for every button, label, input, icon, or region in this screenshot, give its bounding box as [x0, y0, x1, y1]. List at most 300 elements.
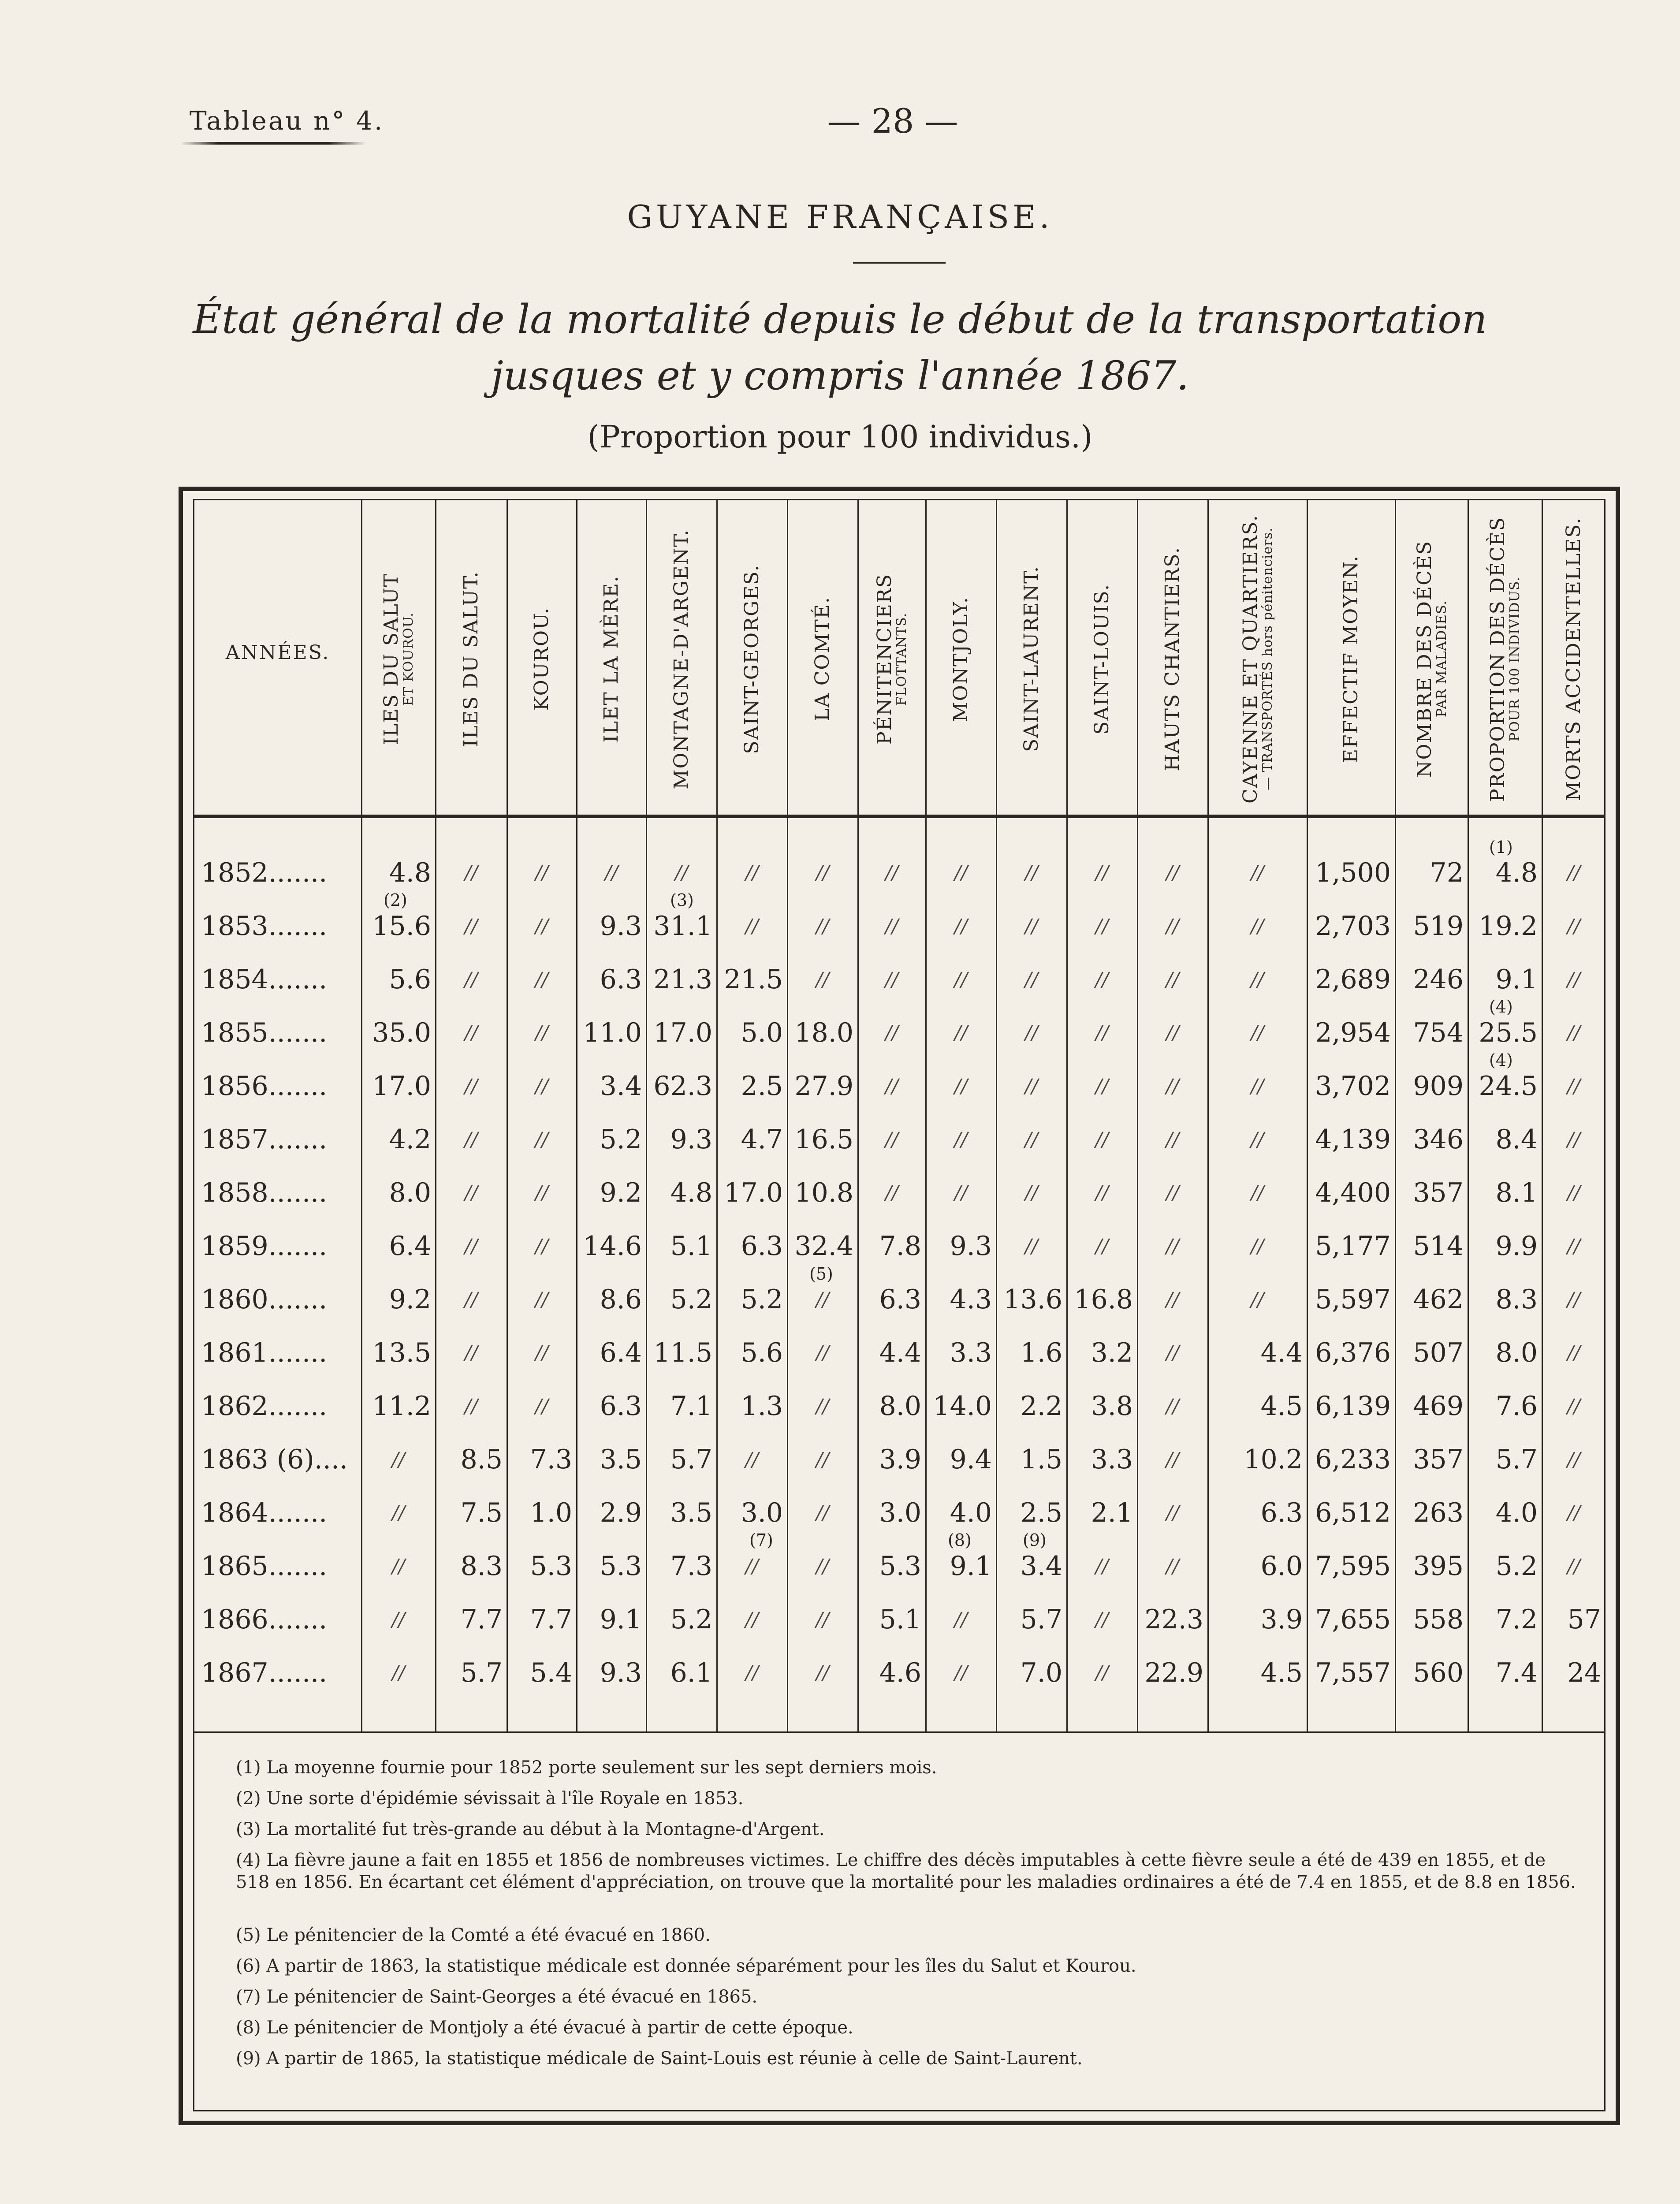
table-cell: 3.4 — [1020, 1551, 1062, 1582]
table-cell: 31.1 — [653, 911, 712, 942]
table-row — [193, 1437, 1605, 1482]
table-cell: // — [1166, 1235, 1179, 1258]
table-cell: // — [1567, 1288, 1580, 1311]
table-cell: // — [1567, 1235, 1580, 1258]
table-cell: 8.1 — [1495, 1177, 1538, 1208]
table-cell: 2.5 — [1020, 1497, 1062, 1528]
year-cell: 1861....... — [201, 1337, 328, 1368]
subtitle-line-2: jusques et y compris l'année 1867. — [491, 353, 1189, 399]
footnote-marker: (3) — [670, 890, 694, 910]
table-cell: 22.3 — [1144, 1604, 1203, 1635]
table-cell: 6.3 — [741, 1231, 783, 1262]
table-cell: // — [1095, 1661, 1109, 1684]
table-cell: 3.8 — [1091, 1391, 1133, 1422]
column-header — [926, 511, 996, 807]
table-cell: // — [816, 861, 829, 884]
column-header — [717, 511, 787, 807]
column-header-sublabel: ET KOUROU. — [401, 612, 417, 706]
footnote: (9) A partir de 1865, la statistique médicale de Saint-Louis est réunie à celle de Saint-Laurent. — [236, 2048, 1083, 2069]
table-cell: // — [465, 915, 478, 938]
year-cell: 1866....... — [201, 1604, 328, 1635]
table-cell: 15.6 — [372, 911, 431, 942]
table-row — [193, 1331, 1605, 1375]
table-cell: 5.3 — [530, 1551, 572, 1582]
table-cell: 5.7 — [670, 1444, 712, 1475]
table-cell: // — [816, 1341, 829, 1364]
year-cell: 1864....... — [201, 1497, 328, 1528]
table-cell: 16.5 — [794, 1124, 853, 1155]
table-cell: // — [745, 1555, 759, 1578]
table-cell: 3.3 — [950, 1337, 992, 1368]
table-cell: 17.0 — [653, 1017, 712, 1048]
table-cell: 519 — [1413, 911, 1464, 942]
table-cell: // — [885, 1181, 898, 1204]
table-cell: // — [535, 1128, 548, 1151]
table-cell: // — [1095, 1235, 1109, 1258]
table-cell: // — [1166, 1181, 1179, 1204]
table-cell: // — [535, 1075, 548, 1098]
table-cell: // — [465, 1021, 478, 1044]
table-cell: // — [392, 1555, 405, 1578]
table-cell: 24.5 — [1479, 1071, 1538, 1102]
table-cell: 4.8 — [670, 1177, 712, 1208]
subtitle-line-1: État général de la mortalité depuis le début de la transportation — [193, 296, 1487, 343]
table-cell: // — [465, 1341, 478, 1364]
table-cell: 3.4 — [600, 1071, 642, 1102]
table-cell: 18.0 — [794, 1017, 853, 1048]
table-cell: // — [745, 915, 759, 938]
table-cell: 7.8 — [879, 1231, 921, 1262]
table-cell: 7.7 — [460, 1604, 503, 1635]
table-cell: 7,595 — [1315, 1551, 1391, 1582]
table-cell: 5.2 — [670, 1284, 712, 1315]
table-cell: // — [885, 968, 898, 991]
table-cell: 5.6 — [741, 1337, 783, 1368]
table-cell: // — [1251, 1075, 1264, 1098]
column-header — [996, 511, 1067, 807]
table-cell: // — [1251, 1181, 1264, 1204]
table-cell: 754 — [1413, 1017, 1464, 1048]
year-cell: 1867....... — [201, 1657, 328, 1688]
table-cell: // — [1166, 1395, 1179, 1418]
table-cell: // — [816, 1288, 829, 1311]
column-header — [577, 511, 646, 807]
table-cell: // — [535, 1235, 548, 1258]
table-cell: // — [1025, 1128, 1038, 1151]
table-cell: 357 — [1413, 1444, 1464, 1475]
column-header-sublabel: POUR 100 INDIVIDUS. — [1507, 577, 1523, 741]
table-cell: // — [1166, 968, 1179, 991]
table-cell: 5.2 — [600, 1124, 642, 1155]
table-cell: 11.0 — [583, 1017, 642, 1048]
footnote: (7) Le pénitencier de Saint-Georges a été évacué en 1865. — [236, 1987, 758, 2007]
table-cell: // — [535, 1021, 548, 1044]
table-cell: 8.0 — [1495, 1337, 1538, 1368]
page-title: GUYANE FRANÇAISE. — [627, 198, 1053, 235]
table-cell: // — [745, 1448, 759, 1471]
table-cell: // — [535, 1288, 548, 1311]
table-cell: // — [816, 915, 829, 938]
table-cell: 2.2 — [1020, 1391, 1062, 1422]
table-cell: 10.8 — [794, 1177, 853, 1208]
table-row — [193, 1491, 1605, 1535]
table-cell: // — [1166, 1021, 1179, 1044]
table-cell: 3.0 — [879, 1497, 921, 1528]
table-cell: // — [885, 1128, 898, 1151]
table-cell: // — [1095, 915, 1109, 938]
table-cell: // — [1095, 968, 1109, 991]
table-cell: 2,954 — [1315, 1017, 1391, 1048]
table-cell: 346 — [1413, 1124, 1464, 1155]
table-cell: 514 — [1413, 1231, 1464, 1262]
table-cell: // — [465, 1395, 478, 1418]
table-cell: // — [1166, 915, 1179, 938]
table-row — [193, 1544, 1605, 1588]
column-header-sublabel: PAR MALADIES. — [1434, 600, 1449, 718]
header-rule — [193, 815, 1605, 818]
column-header — [1208, 511, 1307, 807]
table-cell: // — [1095, 1181, 1109, 1204]
footnote-marker: (4) — [1489, 997, 1513, 1016]
table-cell: 5.2 — [670, 1604, 712, 1635]
table-cell: 8.5 — [460, 1444, 503, 1475]
table-cell: 32.4 — [794, 1231, 853, 1262]
table-cell: 1.3 — [741, 1391, 783, 1422]
footnote-marker: (1) — [1489, 838, 1513, 857]
column-header — [1137, 511, 1208, 807]
table-cell: 57 — [1567, 1604, 1601, 1635]
table-cell: 469 — [1413, 1391, 1464, 1422]
table-cell: // — [954, 1608, 968, 1631]
table-cell: 6.0 — [1260, 1551, 1303, 1582]
table-cell: 9.1 — [950, 1551, 992, 1582]
table-cell: 3.9 — [1260, 1604, 1303, 1635]
table-cell: 17.0 — [724, 1177, 783, 1208]
table-cell: 395 — [1413, 1551, 1464, 1582]
table-cell: 4.8 — [389, 857, 431, 888]
table-cell: 6,233 — [1315, 1444, 1391, 1475]
table-cell: // — [1251, 968, 1264, 991]
footnote: (5) Le pénitencier de la Comté a été évacué en 1860. — [236, 1925, 711, 1945]
table-cell: 6,139 — [1315, 1391, 1391, 1422]
table-cell: 9.3 — [950, 1231, 992, 1262]
table-cell: // — [1025, 1235, 1038, 1258]
column-header — [1067, 511, 1137, 807]
table-cell: 7.0 — [1020, 1657, 1062, 1688]
table-cell: 4.4 — [1260, 1337, 1303, 1368]
table-cell: // — [954, 1181, 968, 1204]
table-cell: // — [392, 1608, 405, 1631]
table-cell: 5.3 — [879, 1551, 921, 1582]
table-cell: // — [885, 1075, 898, 1098]
table-cell: // — [1251, 1288, 1264, 1311]
table-cell: 19.2 — [1479, 911, 1538, 942]
table-cell: // — [465, 1235, 478, 1258]
table-cell: // — [954, 861, 968, 884]
column-header — [1468, 511, 1542, 807]
table-cell: 7.5 — [460, 1497, 503, 1528]
table-cell: // — [1567, 1021, 1580, 1044]
table-cell: // — [816, 1661, 829, 1684]
column-header-label: KOUROU. — [530, 607, 553, 711]
column-header — [507, 511, 577, 807]
table-row — [193, 957, 1605, 1001]
table-cell: 6.3 — [600, 1391, 642, 1422]
footnote: (2) Une sorte d'épidémie sévissait à l'île Royale en 1853. — [236, 1788, 744, 1809]
table-cell: 21.5 — [724, 964, 783, 995]
page-number: — 28 — — [827, 101, 958, 141]
table-cell: // — [954, 1075, 968, 1098]
table-cell: // — [1567, 1181, 1580, 1204]
year-cell: 1854....... — [201, 964, 328, 995]
table-cell: // — [954, 1021, 968, 1044]
table-cell: 2.1 — [1091, 1497, 1133, 1528]
column-header-label: NOMBRE DES DÉCÈS — [1413, 540, 1436, 778]
table-cell: 3,702 — [1315, 1071, 1391, 1102]
footnote: (4) La fièvre jaune a fait en 1855 et 1856 de nombreuses victimes. Le chiffre des décès imputables à cette fièvre seule a été de 439 en 1855, et de 518 en 1856. En écartant cet élément d'appréciation, on trouve que la mortalité pour les maladies ordinaires a été de 7.4 en 1855, et de 8.8 en 1856. — [236, 1850, 1576, 1892]
table-cell: // — [816, 1448, 829, 1471]
table-cell: // — [1095, 1075, 1109, 1098]
table-cell: 14.6 — [583, 1231, 642, 1262]
table-cell: 2,689 — [1315, 964, 1391, 995]
table-cell: // — [816, 1555, 829, 1578]
table-cell: 7.1 — [670, 1391, 712, 1422]
table-cell: 558 — [1413, 1604, 1464, 1635]
year-cell: 1855....... — [201, 1017, 328, 1048]
table-cell: 5.1 — [879, 1604, 921, 1635]
column-header-label: MONTJOLY. — [949, 596, 972, 722]
column-header-label: SAINT-LAURENT. — [1020, 566, 1043, 752]
table-row — [193, 904, 1605, 948]
table-cell: // — [675, 861, 688, 884]
column-header — [646, 511, 717, 807]
table-cell: 6,376 — [1315, 1337, 1391, 1368]
table-cell: // — [392, 1448, 405, 1471]
column-header-label: ILET LA MÈRE. — [600, 575, 622, 743]
table-cell: 7,557 — [1315, 1657, 1391, 1688]
table-cell: 22.9 — [1144, 1657, 1203, 1688]
table-cell: // — [1567, 1501, 1580, 1524]
table-cell: 6.3 — [600, 964, 642, 995]
table-row — [193, 1384, 1605, 1428]
table-cell: // — [1251, 1128, 1264, 1151]
table-row — [193, 1064, 1605, 1108]
year-cell: 1859....... — [201, 1231, 328, 1262]
table-cell: 9.2 — [389, 1284, 431, 1315]
table-cell: 263 — [1413, 1497, 1464, 1528]
table-cell: 2.5 — [741, 1071, 783, 1102]
table-cell: 8.6 — [600, 1284, 642, 1315]
column-header — [1395, 511, 1468, 807]
table-cell: // — [954, 1661, 968, 1684]
year-cell: 1853....... — [201, 911, 328, 942]
table-cell: // — [816, 968, 829, 991]
column-header-sublabel: FLOTTANTS. — [894, 612, 910, 706]
table-cell: // — [1025, 1075, 1038, 1098]
table-row — [193, 1011, 1605, 1055]
year-cell: 1865....... — [201, 1551, 328, 1582]
table-cell: // — [465, 1075, 478, 1098]
table-cell: // — [535, 1341, 548, 1364]
table-cell: // — [1095, 1555, 1109, 1578]
table-cell: // — [1166, 1448, 1179, 1471]
table-cell: 1.6 — [1020, 1337, 1062, 1368]
table-cell: 11.5 — [653, 1337, 712, 1368]
column-header-label: PROPORTION DES DÉCÈS — [1486, 516, 1509, 802]
footnote-marker: (2) — [384, 890, 407, 910]
column-header-label: SAINT-GEORGES. — [740, 564, 763, 754]
table-cell: // — [1025, 1181, 1038, 1204]
table-cell: // — [1567, 1555, 1580, 1578]
footnote-marker: (4) — [1489, 1050, 1513, 1070]
table-cell: // — [1251, 861, 1264, 884]
table-cell: // — [1166, 1128, 1179, 1151]
table-cell: 6.3 — [1260, 1497, 1303, 1528]
table-cell: // — [885, 915, 898, 938]
table-cell: // — [885, 861, 898, 884]
table-cell: 4.4 — [879, 1337, 921, 1368]
table-cell: 6.4 — [389, 1231, 431, 1262]
table-cell: 5.2 — [741, 1284, 783, 1315]
table-cell: 8.3 — [1495, 1284, 1538, 1315]
table-cell: // — [1095, 861, 1109, 884]
table-cell: 8.0 — [389, 1177, 431, 1208]
column-header-label: MORTS ACCIDENTELLES. — [1562, 517, 1585, 801]
years-header: ANNÉES. — [225, 641, 330, 664]
title-rule — [853, 262, 946, 264]
table-cell: // — [1567, 1395, 1580, 1418]
table-cell: // — [954, 968, 968, 991]
year-cell: 1862....... — [201, 1391, 328, 1422]
column-header-label: HAUTS CHANTIERS. — [1161, 547, 1184, 771]
table-cell: // — [1166, 1288, 1179, 1311]
proportion-note: (Proportion pour 100 individus.) — [587, 419, 1093, 455]
table-cell: 3.5 — [600, 1444, 642, 1475]
table-cell: 9.4 — [950, 1444, 992, 1475]
column-header-label: CAYENNE ET QUARTIERS. — [1239, 514, 1262, 804]
table-cell: 5.3 — [600, 1551, 642, 1582]
column-header-label: MONTAGNE-D'ARGENT. — [670, 529, 693, 789]
table-cell: // — [465, 1128, 478, 1151]
table-cell: 560 — [1413, 1657, 1464, 1688]
table-cell: 1.5 — [1020, 1444, 1062, 1475]
tableau-underline — [181, 142, 366, 145]
table-cell: 3.5 — [670, 1497, 712, 1528]
table-cell: 9.3 — [600, 911, 642, 942]
year-cell: 1852....... — [201, 857, 328, 888]
table-cell: 7.2 — [1495, 1604, 1538, 1635]
table-cell: 9.3 — [600, 1657, 642, 1688]
table-cell: // — [1095, 1021, 1109, 1044]
table-cell: // — [392, 1661, 405, 1684]
table-cell: // — [816, 1501, 829, 1524]
table-cell: // — [1567, 1341, 1580, 1364]
table-cell: 5,597 — [1315, 1284, 1391, 1315]
table-cell: 6.4 — [600, 1337, 642, 1368]
table-cell: 24 — [1567, 1657, 1601, 1688]
table-cell: // — [1095, 1128, 1109, 1151]
table-cell: // — [535, 861, 548, 884]
table-row — [193, 851, 1605, 895]
footnote-marker: (7) — [749, 1530, 773, 1550]
table-cell: 5.7 — [460, 1657, 503, 1688]
table-cell: 5.7 — [1495, 1444, 1538, 1475]
table-cell: 17.0 — [372, 1071, 431, 1102]
table-cell: // — [535, 915, 548, 938]
table-cell: 7.3 — [670, 1551, 712, 1582]
table-cell: 1,500 — [1315, 857, 1391, 888]
table-cell: 4.0 — [1495, 1497, 1538, 1528]
table-cell: // — [745, 1608, 759, 1631]
table-cell: // — [392, 1501, 405, 1524]
year-cell: 1856....... — [201, 1071, 328, 1102]
footnote-marker: (8) — [948, 1530, 972, 1550]
table-cell: // — [1025, 1021, 1038, 1044]
table-cell: 9.9 — [1495, 1231, 1538, 1262]
year-cell: 1858....... — [201, 1177, 328, 1208]
table-cell: // — [1166, 1555, 1179, 1578]
table-cell: 8.0 — [879, 1391, 921, 1422]
table-cell: // — [1251, 1021, 1264, 1044]
column-header — [436, 511, 507, 807]
table-cell: 357 — [1413, 1177, 1464, 1208]
table-cell: // — [605, 861, 618, 884]
table-cell: 3.2 — [1091, 1337, 1133, 1368]
table-cell: // — [1251, 915, 1264, 938]
table-cell: 5.6 — [389, 964, 431, 995]
column-header-label: SAINT-LOUIS. — [1090, 583, 1113, 735]
table-cell: 27.9 — [794, 1071, 853, 1102]
table-cell: // — [1567, 861, 1580, 884]
footnote-marker: (5) — [809, 1264, 833, 1284]
table-cell: 5,177 — [1315, 1231, 1391, 1262]
column-header-sublabel: — TRANSPORTÉS hors pénitenciers. — [1259, 527, 1275, 791]
year-cell: 1860....... — [201, 1284, 328, 1315]
table-bottom-rule — [193, 1731, 1605, 1733]
column-header-label: ILES DU SALUT — [380, 573, 403, 745]
table-cell: 4.5 — [1260, 1391, 1303, 1422]
table-cell: 11.2 — [372, 1391, 431, 1422]
table-cell: 9.1 — [600, 1604, 642, 1635]
table-cell: 4.5 — [1260, 1657, 1303, 1688]
table-row — [193, 1277, 1605, 1322]
table-cell: 14.0 — [933, 1391, 992, 1422]
table-cell: 3.9 — [879, 1444, 921, 1475]
table-cell: 13.5 — [372, 1337, 431, 1368]
table-cell: 462 — [1413, 1284, 1464, 1315]
table-cell: 2.9 — [600, 1497, 642, 1528]
table-cell: 1.0 — [530, 1497, 572, 1528]
table-cell: 4.6 — [879, 1657, 921, 1688]
year-cell: 1863 (6).... — [201, 1444, 348, 1475]
table-cell: 72 — [1430, 857, 1464, 888]
table-cell: 5.0 — [741, 1017, 783, 1048]
table-cell: 9.2 — [600, 1177, 642, 1208]
table-cell: // — [954, 915, 968, 938]
column-header — [787, 511, 858, 807]
footnote: (6) A partir de 1863, la statistique médicale est donnée séparément pour les îles du Salut et Kourou. — [236, 1956, 1136, 1976]
table-cell: // — [1166, 1501, 1179, 1524]
table-cell: // — [1025, 861, 1038, 884]
table-cell: 5.4 — [530, 1657, 572, 1688]
table-cell: 6,512 — [1315, 1497, 1391, 1528]
table-cell: // — [535, 968, 548, 991]
table-cell: // — [1166, 1075, 1179, 1098]
table-cell: // — [465, 968, 478, 991]
table-cell: // — [816, 1608, 829, 1631]
table-cell: 909 — [1413, 1071, 1464, 1102]
table-cell: 4.8 — [1495, 857, 1538, 888]
